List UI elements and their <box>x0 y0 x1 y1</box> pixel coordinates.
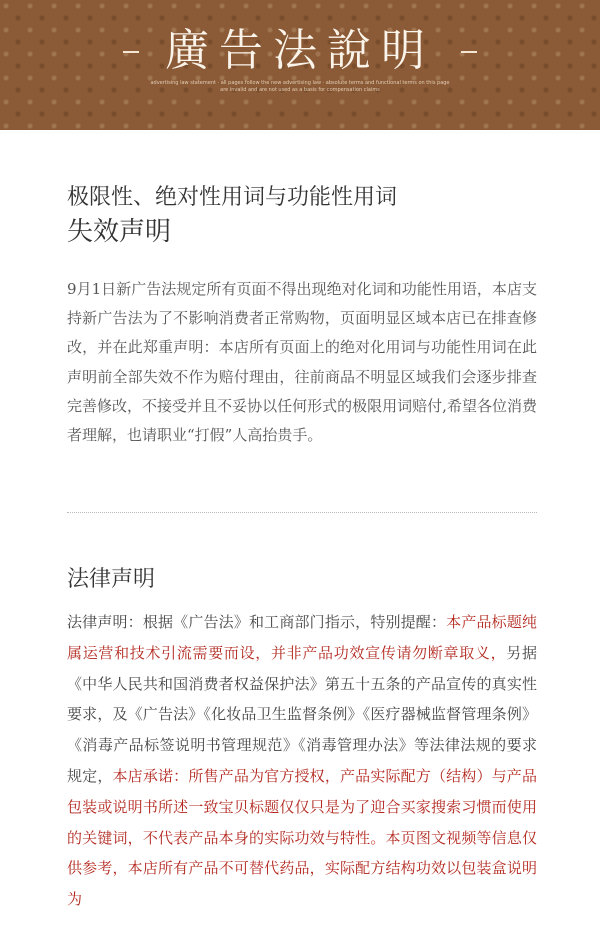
invalidation-statement <box>67 183 537 450</box>
legal-highlight-segment: 本产品标题纯属运营和技术引流需要而设，并非产品功效宣传请勿断章取义， <box>67 613 537 662</box>
legal-text-segment: 另据《中华人民共和国消费者权益保护法》第五十五条的产品宣传的真实性要求，及《广告法》《化妆品卫生监督条例》《医疗器械监督管理条例》《消毒产品标签说明书管理规范》《消毒管理办法》等法律法规的要求规定， <box>67 643 537 785</box>
legal-statement <box>67 565 537 915</box>
title-dash-right <box>461 51 477 53</box>
header-banner <box>0 0 600 130</box>
legal-heading: 法律声明 <box>67 567 156 592</box>
statement-paragraph: 9月1日新广告法规定所有页面不得出现绝对化词和功能性用语，本店支持新广告法为了不影响消费者正常购物，页面明显区域本店已在排查修改，并在此郑重声明：本店所有页面上的绝对化用词与功能性用词在此声明前全部失效不作为赔付理由，往前商品不明显区域我们会逐步排查完善修改，不接受并且不妥协以任何形式的极限用词赔付,希望各位消费者理解，也请职业“打假”人高抬贵手。 <box>67 280 537 445</box>
legal-paragraph <box>67 607 537 915</box>
banner-title-row <box>0 14 600 78</box>
statement-heading-sub: 失效声明 <box>67 217 172 247</box>
banner-title: 廣告法說明 <box>165 25 435 76</box>
legal-text-segment: 法律声明：根据《广告法》和工商部门指示，特别提醒： <box>67 613 447 631</box>
title-dash-left <box>123 51 139 53</box>
statement-heading: 极限性、绝对性用词与功能性用词 <box>67 185 398 210</box>
legal-highlight-segment: 本店承诺：所售产品为官方授权，产品实际配方（结构）与产品包装或说明书所述一致宝贝标题仅仅只是为了迎合买家搜索习惯而使用的关键词，不代表产品本身的实际功效与特性。本页图文视频等信息仅供参考，本店所有产品不可替代药品，实际配方结构功效以包装盒说明为 <box>67 766 537 909</box>
banner-subtitle: advertising law statement · all pages follow the new advertising law · absolute terms and functional terms on this page are invalid and are not used as a basis for compensation claims <box>150 80 450 93</box>
section-divider <box>67 512 537 513</box>
